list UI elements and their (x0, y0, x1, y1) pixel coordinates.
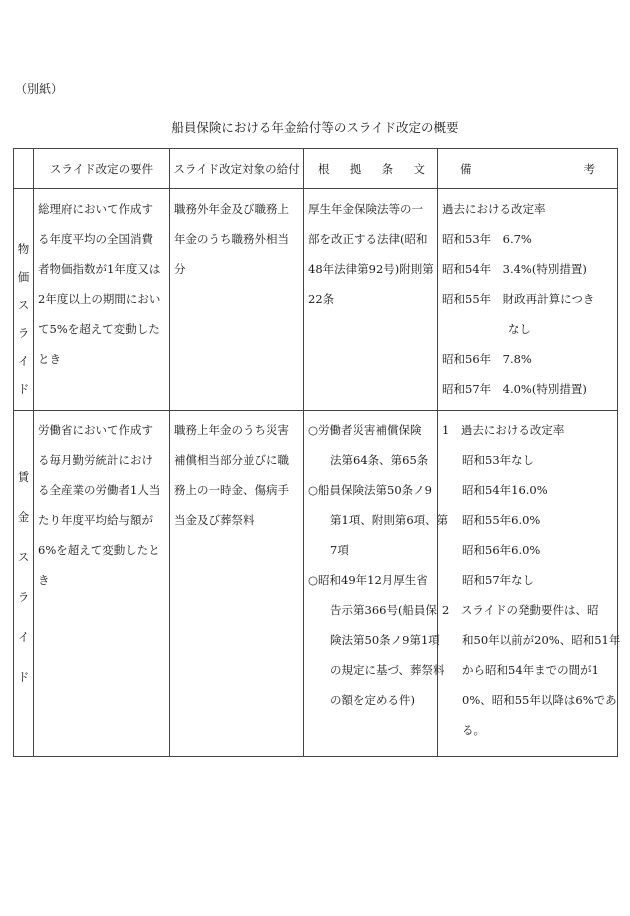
text-line: 険法第50条ノ9第1項 (330, 633, 440, 647)
row-label-char: 賃 (17, 470, 30, 484)
text-line: 昭和56年 7.8% (442, 352, 532, 366)
text-line: 厚生年金保険法等の一 (308, 202, 423, 216)
cell-target (170, 411, 304, 757)
text-line: 昭和53年 6.7% (442, 232, 532, 246)
text-line: 補償相当部分並びに職 (174, 453, 289, 467)
table-row-price-slide (14, 189, 618, 411)
header-basis-char: 文 (413, 161, 425, 176)
text-line: 者物価指数が1年度又は (38, 262, 161, 276)
row-label-char: ス (17, 298, 30, 312)
text-line: 第1項、附則第6項、第 (330, 513, 449, 527)
document-title: 船員保険における年金給付等のスライド改定の概要 (171, 120, 459, 135)
cell-basis (304, 411, 449, 757)
header-remarks (438, 149, 618, 189)
header-basis-char: 拠 (349, 161, 362, 176)
annex-label: （別紙） (15, 82, 64, 96)
cell-remarks (438, 189, 618, 411)
text-line: 当金及び葬祭料 (174, 513, 255, 527)
text-line: 2 スライドの発動要件は、昭 (442, 603, 599, 617)
row-label-char: イ (17, 354, 30, 368)
row-label-char: ス (17, 550, 30, 564)
header-basis-char: 根 (318, 161, 330, 176)
row-label-char: イ (17, 630, 30, 644)
cell-requirement (34, 411, 170, 757)
text-line: 昭和55年6.0% (462, 513, 541, 527)
table-header-row (14, 149, 618, 189)
text-line: 過去における改定率 (442, 202, 546, 216)
row-label-price-slide (14, 189, 34, 411)
text-line: 総理府において作成す (38, 202, 153, 216)
row-label-char: 金 (17, 510, 30, 524)
text-line: 務上の一時金、傷病手 (174, 483, 289, 497)
header-basis-char: 条 (381, 161, 394, 176)
header-basis (304, 149, 438, 189)
text-line: 法第64条、第65条 (330, 453, 429, 467)
text-line: 昭和57年なし (462, 573, 535, 587)
cell-remarks (438, 411, 621, 757)
text-line: 分 (174, 262, 186, 276)
text-line: る毎月勤労統計におけ (38, 453, 153, 467)
text-line: 48年法律第92号)附則第 (308, 262, 434, 276)
text-line: 昭和54年16.0% (462, 483, 548, 497)
text-line: の規定に基づ、葬祭料 (330, 663, 445, 677)
text-line: る全産業の労働者1人当 (38, 483, 161, 497)
slide-revision-table (13, 148, 621, 757)
text-line: 昭和54年 3.4%(特別措置) (442, 262, 587, 276)
header-label-col (14, 149, 34, 189)
row-label-char: ド (17, 670, 30, 684)
header-remarks-char: 備 (460, 161, 472, 176)
text-line: 労働省において作成す (38, 423, 153, 437)
text-line: なし (508, 322, 531, 336)
row-label-char: ラ (17, 326, 30, 340)
cell-target (170, 189, 304, 411)
text-line: る年度平均の全国消費 (38, 232, 153, 246)
text-line: ○労働者災害補償保険 (308, 423, 422, 437)
text-line: 昭和56年6.0% (462, 543, 541, 557)
text-line: 和50年以前が20%、昭和51年 (462, 633, 621, 647)
text-line: る。 (462, 723, 485, 737)
text-line: 告示第366号(船員保 (330, 603, 437, 617)
row-label-char: 物 (17, 242, 30, 256)
text-line: 2年度以上の期間におい (38, 292, 161, 306)
text-line: 部を改正する法律(昭和 (308, 232, 428, 246)
text-line: き (38, 573, 50, 587)
text-line: 0%、昭和55年以降は6%であ (462, 693, 617, 707)
text-line: 1 過去における改定率 (442, 423, 565, 437)
text-line: て5%を超えて変動した (38, 322, 160, 336)
text-line: 22条 (308, 292, 335, 306)
text-line: 昭和53年なし (462, 453, 535, 467)
text-line: 年金のうち職務外相当 (174, 232, 289, 246)
text-line: 昭和55年 財政再計算につき (442, 292, 595, 306)
text-line: ○昭和49年12月厚生省 (308, 573, 428, 587)
row-label-char: ラ (17, 590, 30, 604)
row-label-char: 価 (17, 270, 30, 284)
text-line: 職務上年金のうち災害 (174, 423, 289, 437)
text-line: から昭和54年までの間が1 (462, 663, 599, 677)
row-label-char: ド (17, 382, 30, 396)
text-line: とき (38, 352, 61, 366)
text-line: 7項 (330, 543, 349, 557)
text-line: ○船員保険法第50条ノ9 (308, 483, 432, 497)
header-remarks-char: 考 (583, 161, 595, 176)
text-line: 職務外年金及び職務上 (174, 202, 289, 216)
row-label-wage-slide (14, 411, 34, 757)
text-line: 昭和57年 4.0%(特別措置) (442, 382, 587, 396)
header-target: スライド改定対象の給付 (170, 149, 304, 189)
text-line: の額を定める件) (330, 693, 415, 707)
text-line: 6%を超えて変動したと (38, 543, 160, 557)
cell-requirement (34, 189, 170, 411)
cell-basis (304, 189, 438, 411)
header-requirement: スライド改定の要件 (34, 149, 170, 189)
table-row-wage-slide (14, 411, 618, 757)
text-line: たり年度平均給与額が (38, 513, 153, 527)
